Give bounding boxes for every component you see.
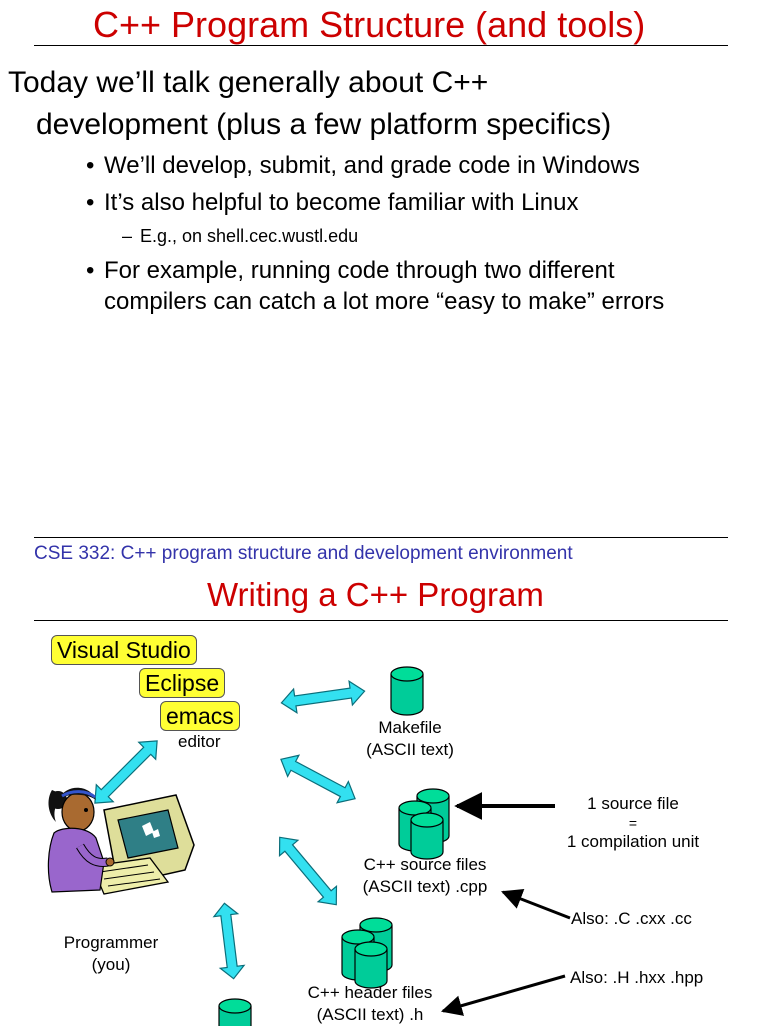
also-source-extensions: Also: .C .cxx .cc	[571, 909, 692, 928]
editor-tag-emacs: emacs	[160, 701, 240, 731]
arrow-editor-makefile	[280, 679, 367, 714]
bullet-dot: •	[86, 189, 95, 216]
bullet-2-text: It’s also helpful to become familiar with Linux	[104, 189, 579, 216]
bullet-3-line-1: For example, running code through two different	[104, 257, 615, 284]
slide2-title: Writing a C++ Program	[207, 576, 544, 613]
arrow-editor-source	[275, 749, 360, 810]
sub-bullet-dash: –	[122, 226, 133, 246]
slide1-title: C++ Program Structure (and tools)	[93, 4, 646, 45]
footer-text: CSE 332: C++ program structure and development environment	[34, 543, 573, 564]
editor-label: editor	[178, 732, 221, 751]
programmer-label-line-1: Programmer	[63, 933, 159, 952]
header-files-label-line-2: (ASCII text) .h	[316, 1005, 424, 1024]
header-files-cylinders-icon	[342, 918, 392, 988]
bullet-1-text: We’ll develop, submit, and grade code in Windows	[104, 152, 640, 179]
arrow-also-cpp	[503, 892, 570, 918]
compilation-unit-note-line-2: 1 compilation unit	[566, 832, 700, 851]
makefile-label-line-2: (ASCII text)	[366, 740, 454, 759]
header-files-label-line-1: C++ header files	[307, 983, 433, 1002]
sub-bullet-text: E.g., on shell.cec.wustl.edu	[140, 226, 359, 246]
programmer-at-computer-icon	[48, 788, 194, 894]
makefile-cylinder-icon	[391, 667, 423, 715]
arrow-editor-header	[271, 830, 346, 913]
arrow-also-h	[443, 976, 565, 1011]
compilation-unit-note-line-1: 1 source file	[587, 794, 679, 813]
bottom-cylinder-icon	[219, 999, 251, 1026]
programmer-label-line-2: (you)	[91, 955, 131, 974]
source-files-cylinders-icon	[399, 789, 449, 859]
source-files-label	[345, 854, 505, 898]
lead-line-2: development (plus a few platform specifics)	[36, 108, 612, 141]
source-files-label-line-2: (ASCII text) .cpp	[362, 877, 488, 896]
makefile-label	[360, 717, 460, 761]
compilation-unit-note-equals: =	[628, 815, 638, 831]
bullet-dot: •	[86, 257, 95, 284]
lead-line-1: Today we’ll talk generally about C++	[8, 66, 489, 99]
bullet-dot: •	[86, 152, 95, 179]
compilation-unit-note	[548, 793, 718, 853]
header-files-label	[290, 982, 450, 1026]
programmer-label	[55, 932, 167, 976]
editor-tag-eclipse: Eclipse	[139, 668, 225, 698]
editor-tag-visual-studio: Visual Studio	[51, 635, 197, 665]
bullet-3-line-2: compilers can catch a lot more “easy to make” errors	[104, 288, 665, 315]
also-header-extensions: Also: .H .hxx .hpp	[570, 968, 704, 987]
makefile-label-line-1: Makefile	[378, 718, 442, 737]
arrow-programmer-down	[212, 902, 245, 980]
source-files-label-line-1: C++ source files	[363, 855, 487, 874]
